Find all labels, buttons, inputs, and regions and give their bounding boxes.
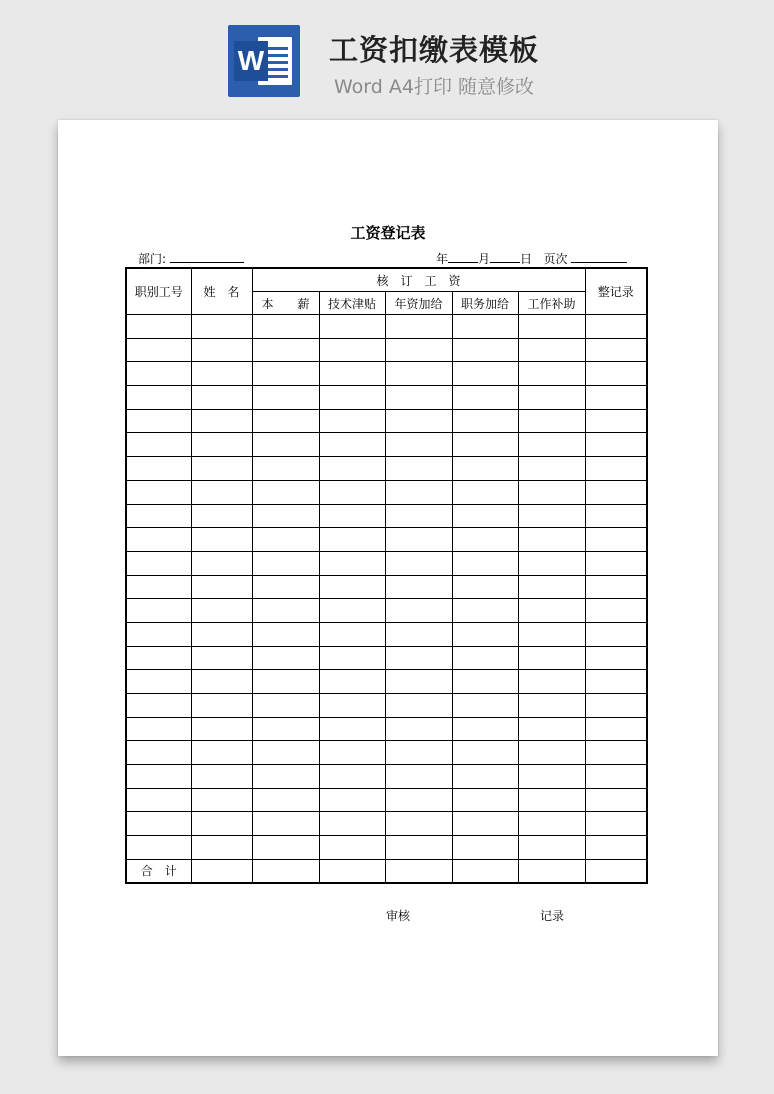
table-cell [319, 338, 385, 362]
table-cell [385, 836, 452, 860]
audit-label: 审核 [386, 909, 411, 923]
table-cell [385, 765, 452, 789]
table-cell [585, 433, 647, 457]
department-field [138, 250, 244, 267]
table-row [126, 457, 647, 481]
table-cell [126, 386, 191, 410]
table-cell [252, 812, 319, 836]
table-row [126, 338, 647, 362]
template-banner [0, 0, 774, 110]
table-cell [518, 788, 585, 812]
table-cell [452, 599, 518, 623]
table-cell [319, 646, 385, 670]
table-cell [252, 836, 319, 860]
table-cell [385, 670, 452, 694]
table-cell [385, 646, 452, 670]
table-cell [518, 433, 585, 457]
table-cell [385, 599, 452, 623]
table-cell [319, 504, 385, 528]
table-cell [518, 528, 585, 552]
table-cell [585, 765, 647, 789]
table-cell [585, 386, 647, 410]
table-cell [191, 338, 252, 362]
subheader-position-bonus: 职务加给 [452, 292, 518, 315]
table-cell [252, 315, 319, 339]
table-cell [452, 551, 518, 575]
table-row [126, 836, 647, 860]
month-label: 月 [478, 252, 491, 266]
table-cell [191, 694, 252, 718]
word-doc-icon [228, 25, 300, 97]
table-cell [452, 386, 518, 410]
table-row [126, 646, 647, 670]
table-cell [252, 717, 319, 741]
table-row [126, 480, 647, 504]
subheader-seniority-bonus: 年资加给 [385, 292, 452, 315]
table-cell [385, 457, 452, 481]
table-cell [585, 741, 647, 765]
table-cell [518, 315, 585, 339]
table-cell [452, 646, 518, 670]
table-cell [452, 717, 518, 741]
month-blank [448, 251, 478, 263]
table-cell [252, 765, 319, 789]
table-cell [191, 480, 252, 504]
table-cell [385, 551, 452, 575]
table-cell [126, 409, 191, 433]
table-cell [585, 575, 647, 599]
table-cell [385, 741, 452, 765]
table-cell [191, 504, 252, 528]
table-row [126, 812, 647, 836]
table-cell [585, 457, 647, 481]
table-row [126, 551, 647, 575]
table-cell [252, 528, 319, 552]
table-cell [452, 504, 518, 528]
table-cell [319, 859, 385, 883]
department-blank [170, 251, 244, 263]
table-cell [319, 575, 385, 599]
table-cell [585, 622, 647, 646]
table-cell [191, 409, 252, 433]
table-cell [452, 859, 518, 883]
table-cell [191, 646, 252, 670]
table-cell [585, 362, 647, 386]
table-cell [252, 575, 319, 599]
table-cell [252, 362, 319, 386]
table-cell [126, 836, 191, 860]
table-cell [252, 433, 319, 457]
table-cell [252, 599, 319, 623]
table-cell [452, 741, 518, 765]
table-cell [585, 551, 647, 575]
table-cell [319, 409, 385, 433]
table-cell [191, 362, 252, 386]
table-cell [126, 551, 191, 575]
document-title: 工资登记表 [350, 224, 426, 242]
table-cell [585, 812, 647, 836]
banner-title: 工资扣缴表模板 [328, 33, 539, 67]
table-cell [319, 812, 385, 836]
table-cell [319, 788, 385, 812]
header-adjust-record: 整记录 [585, 268, 647, 315]
table-cell [585, 338, 647, 362]
table-cell [191, 859, 252, 883]
table-row [126, 362, 647, 386]
table-cell [252, 646, 319, 670]
table-cell [191, 315, 252, 339]
table-cell [191, 575, 252, 599]
table-cell [585, 694, 647, 718]
table-cell [191, 670, 252, 694]
table-cell [518, 836, 585, 860]
table-cell [385, 528, 452, 552]
table-cell [126, 362, 191, 386]
table-cell [252, 622, 319, 646]
table-cell [319, 362, 385, 386]
table-row [126, 315, 647, 339]
table-cell [452, 457, 518, 481]
table-cell [585, 599, 647, 623]
table-cell [191, 599, 252, 623]
table-cell [126, 433, 191, 457]
subheader-tech-allowance: 技术津贴 [319, 292, 385, 315]
document-page [58, 120, 718, 1056]
table-cell [319, 599, 385, 623]
table-row [126, 765, 647, 789]
table-cell [518, 717, 585, 741]
table-cell [126, 670, 191, 694]
department-label: 部门: [138, 252, 167, 266]
banner-subtitle: Word A4打印 随意修改 [333, 76, 534, 98]
table-cell [585, 788, 647, 812]
table-cell [126, 457, 191, 481]
table-cell [319, 836, 385, 860]
table-cell [319, 670, 385, 694]
table-cell [252, 741, 319, 765]
table-cell [126, 812, 191, 836]
table-cell [518, 670, 585, 694]
table-cell [319, 717, 385, 741]
table-cell [191, 812, 252, 836]
table-cell [126, 528, 191, 552]
table-cell [319, 457, 385, 481]
table-cell [452, 812, 518, 836]
table-cell [518, 551, 585, 575]
table-cell [191, 788, 252, 812]
table-row [126, 622, 647, 646]
table-cell [385, 788, 452, 812]
table-cell [452, 362, 518, 386]
table-cell [518, 575, 585, 599]
table-cell [518, 338, 585, 362]
page-label: 页次 [543, 252, 568, 266]
year-label: 年 [436, 252, 449, 266]
table-row [126, 433, 647, 457]
table-cell [191, 765, 252, 789]
table-cell [518, 480, 585, 504]
table-cell [191, 741, 252, 765]
table-cell [191, 717, 252, 741]
table-cell [518, 622, 585, 646]
table-cell [585, 528, 647, 552]
table-cell [191, 551, 252, 575]
header-name: 姓 名 [191, 268, 252, 315]
table-cell [191, 457, 252, 481]
table-cell [585, 480, 647, 504]
table-cell [385, 386, 452, 410]
table-cell [518, 859, 585, 883]
table-cell [385, 859, 452, 883]
table-cell [452, 622, 518, 646]
table-row [126, 670, 647, 694]
table-cell [252, 457, 319, 481]
table-cell [518, 812, 585, 836]
wage-register-table [125, 267, 648, 884]
table-cell [585, 646, 647, 670]
table-cell [126, 315, 191, 339]
table-cell [585, 859, 647, 883]
header-verified-wage: 核 订 工 资 [252, 268, 585, 292]
day-blank [490, 251, 520, 263]
table-cell [126, 480, 191, 504]
table-row [126, 409, 647, 433]
subheader-work-subsidy: 工作补助 [518, 292, 585, 315]
table-cell [585, 504, 647, 528]
table-cell [385, 480, 452, 504]
date-page-field [436, 250, 627, 267]
table-row [126, 386, 647, 410]
table-cell [518, 457, 585, 481]
table-cell [319, 480, 385, 504]
total-label: 合 计 [126, 859, 191, 883]
table-cell [126, 338, 191, 362]
table-cell [452, 433, 518, 457]
table-row [126, 741, 647, 765]
table-cell [585, 836, 647, 860]
table-cell [452, 670, 518, 694]
table-cell [319, 694, 385, 718]
table-cell [252, 694, 319, 718]
table-row [126, 504, 647, 528]
table-row [126, 788, 647, 812]
table-cell [385, 622, 452, 646]
table-cell [191, 528, 252, 552]
table-cell [518, 599, 585, 623]
table-cell [452, 694, 518, 718]
table-cell [252, 788, 319, 812]
table-cell [385, 717, 452, 741]
header-employee-id: 职别工号 [126, 268, 191, 315]
table-cell [385, 433, 452, 457]
record-label: 记录 [540, 909, 565, 923]
table-cell [126, 741, 191, 765]
table-cell [518, 362, 585, 386]
table-cell [126, 575, 191, 599]
table-cell [518, 504, 585, 528]
table-cell [126, 788, 191, 812]
table-cell [385, 694, 452, 718]
word-letter: W [234, 41, 268, 81]
subheader-base-salary: 本 薪 [252, 292, 319, 315]
table-cell [319, 433, 385, 457]
table-cell [191, 386, 252, 410]
table-cell [191, 433, 252, 457]
table-cell [252, 504, 319, 528]
table-cell [252, 338, 319, 362]
table-cell [126, 504, 191, 528]
page-blank [571, 251, 627, 263]
table-cell [126, 694, 191, 718]
table-cell [252, 409, 319, 433]
table-cell [518, 646, 585, 670]
table-cell [252, 551, 319, 575]
table-cell [452, 409, 518, 433]
table-cell [385, 362, 452, 386]
table-cell [585, 670, 647, 694]
table-cell [585, 717, 647, 741]
table-cell [518, 386, 585, 410]
table-row [126, 694, 647, 718]
table-cell [518, 765, 585, 789]
table-cell [319, 551, 385, 575]
table-cell [452, 480, 518, 504]
table-cell [452, 338, 518, 362]
table-cell [385, 315, 452, 339]
table-cell [385, 409, 452, 433]
table-cell [126, 599, 191, 623]
table-cell [385, 504, 452, 528]
table-cell [452, 315, 518, 339]
table-cell [252, 670, 319, 694]
table-cell [452, 528, 518, 552]
table-cell [585, 315, 647, 339]
table-cell [252, 859, 319, 883]
table-row [126, 717, 647, 741]
table-cell [385, 575, 452, 599]
table-cell [452, 575, 518, 599]
table-cell [319, 315, 385, 339]
table-cell [319, 741, 385, 765]
table-cell [126, 622, 191, 646]
table-row [126, 599, 647, 623]
table-cell [126, 646, 191, 670]
table-cell [319, 622, 385, 646]
table-cell [518, 694, 585, 718]
table-cell [319, 528, 385, 552]
table-cell [191, 622, 252, 646]
table-cell [252, 480, 319, 504]
table-cell [385, 812, 452, 836]
table-cell [452, 788, 518, 812]
table-cell [385, 338, 452, 362]
day-label: 日 [520, 252, 533, 266]
table-cell [126, 717, 191, 741]
table-cell [518, 741, 585, 765]
table-cell [452, 765, 518, 789]
table-row [126, 528, 647, 552]
table-cell [126, 765, 191, 789]
table-cell [585, 409, 647, 433]
table-cell [319, 386, 385, 410]
table-cell [319, 765, 385, 789]
total-row [126, 859, 647, 883]
table-cell [452, 836, 518, 860]
table-cell [252, 386, 319, 410]
table-cell [518, 409, 585, 433]
table-cell [191, 836, 252, 860]
table-row [126, 575, 647, 599]
